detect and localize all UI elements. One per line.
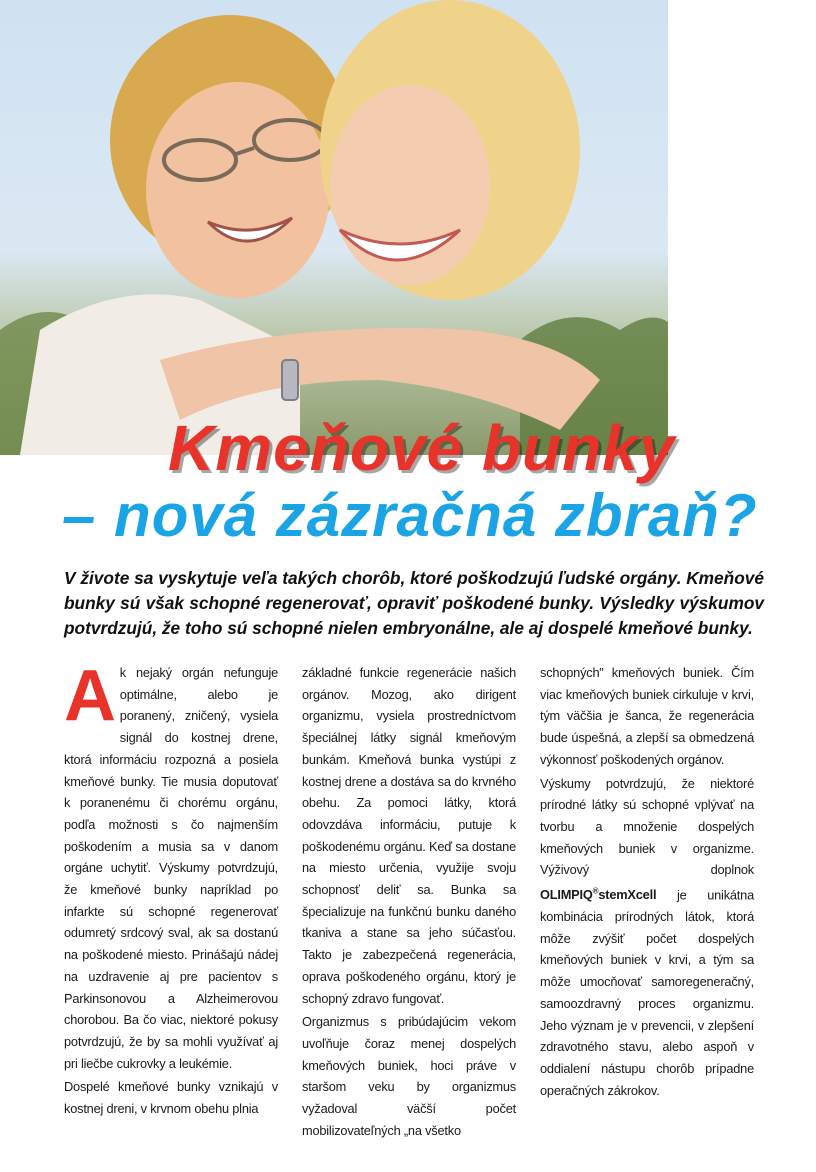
product-name — [540, 887, 656, 902]
paragraph-text: k nejaký orgán nefunguje optimálne, alebo je poranený, zničený, vysiela signál do kostnej drene, ktorá informáciu rozpozná a posiela kmeňové bunky. Tie musia doputovať k poranenému či chorému orgánu, podľa možnosti s čo najmenším poškodením a musia sa v danom orgáne uchytiť. Výskumy potvrdzujú, že kmeňové bunky napríklad po infarkte sú schopné regenerovať odumretý srdcový sval, ak sa dostanú na poškodené miesto. Prinášajú nádej na uzdravenie aj pre pacientov s Parkinsonovou a Alzheimerovou chorobou. Ba čo viac, niektoré pokusy potvrdzujú, že by sa mohli využívať aj pri liečbe cukrovky a leukémie. — [64, 665, 278, 1071]
paragraph — [540, 773, 754, 1102]
two-women-hugging-photo — [0, 0, 668, 455]
hero-photo — [0, 0, 668, 455]
title-line-1: Kmeňové bunky — [168, 412, 676, 484]
brand-suffix: stemXcell — [598, 887, 657, 903]
paragraph: Dospelé kmeňové bunky vznikajú v kostnej dreni, v krvnom obehu plnia — [64, 1079, 278, 1117]
brand-name: OLIMPIQ — [540, 887, 593, 903]
paragraph-text: je unikátna kombinácia prírodných látok, ktorá môže zvýšiť počet dospelých kmeňových buniek v krvi, a tým sa môže umocňovať samoregeneračný, samoozdravný proces organizmu. Jeho význam je v prevencii, v zlepšení zdravotného stavu, alebo aspoň v oddialení nástupu chorôb prípadne operačných zákrokov. — [540, 887, 754, 1098]
title-line-2: – nová zázračná zbraň? — [62, 482, 758, 549]
column-1 — [64, 656, 278, 1122]
paragraph: Organizmus s pribúdajúcim vekom uvoľňuje čoraz menej dospelých kmeňových buniek, hoci práve v staršom veku by organizmus vyžadoval väčší počet mobilizovateľných „na všetko — [302, 1014, 516, 1138]
column-3 — [540, 662, 754, 1103]
registered-mark: ® — [592, 887, 599, 897]
paragraph: základné funkcie regenerácie našich orgánov. Mozog, ako dirigent organizmu, vysiela prostredníctvom špeciálnej látky signál kmeňovým bunkám. Kmeňová bunka vystúpi z kostnej drene a dostáva sa do krvného obehu. Za pomoci látky, ktorá odovzdáva informáciu, putuje k poškodenému orgánu. Keď sa dostane na miesto určenia, využije svoju schopnosť deliť sa. Bunka sa špecializuje na funkčnú bunku daného tkaniva a stane sa jeho súčasťou. Takto je zabezpečená regenerácia, oprava poškodeného orgánu, ktorý je schopný zdravo fungovať. — [302, 665, 516, 1006]
drop-cap: A — [64, 656, 116, 736]
column-2 — [302, 662, 516, 1143]
paragraph-text: Výskumy potvrdzujú, že niektoré prírodné látky sú schopné vplývať na tvorbu a množenie dospelých kmeňových buniek v organizme. Výživový doplnok — [540, 775, 754, 878]
paragraph — [64, 656, 278, 1074]
lead-paragraph: V živote sa vyskytuje veľa takých chorôb, ktoré poškodzujú ľudské orgány. Kmeňové bunky sú však schopné regenerovať, opraviť poškodené bunky. Výsledky výskumov potvrdzujú, že toho sú schopné nielen embryonálne, ale aj dospelé kmeňové bunky. — [64, 568, 764, 638]
paragraph: schopných” kmeňových buniek. Čím viac kmeňových buniek cirkuluje v krvi, tým väčšia je šanca, že regenerácia bude úspešná, a zlepší sa obmedzená výkonnosť poškodených orgánov. — [540, 665, 754, 767]
